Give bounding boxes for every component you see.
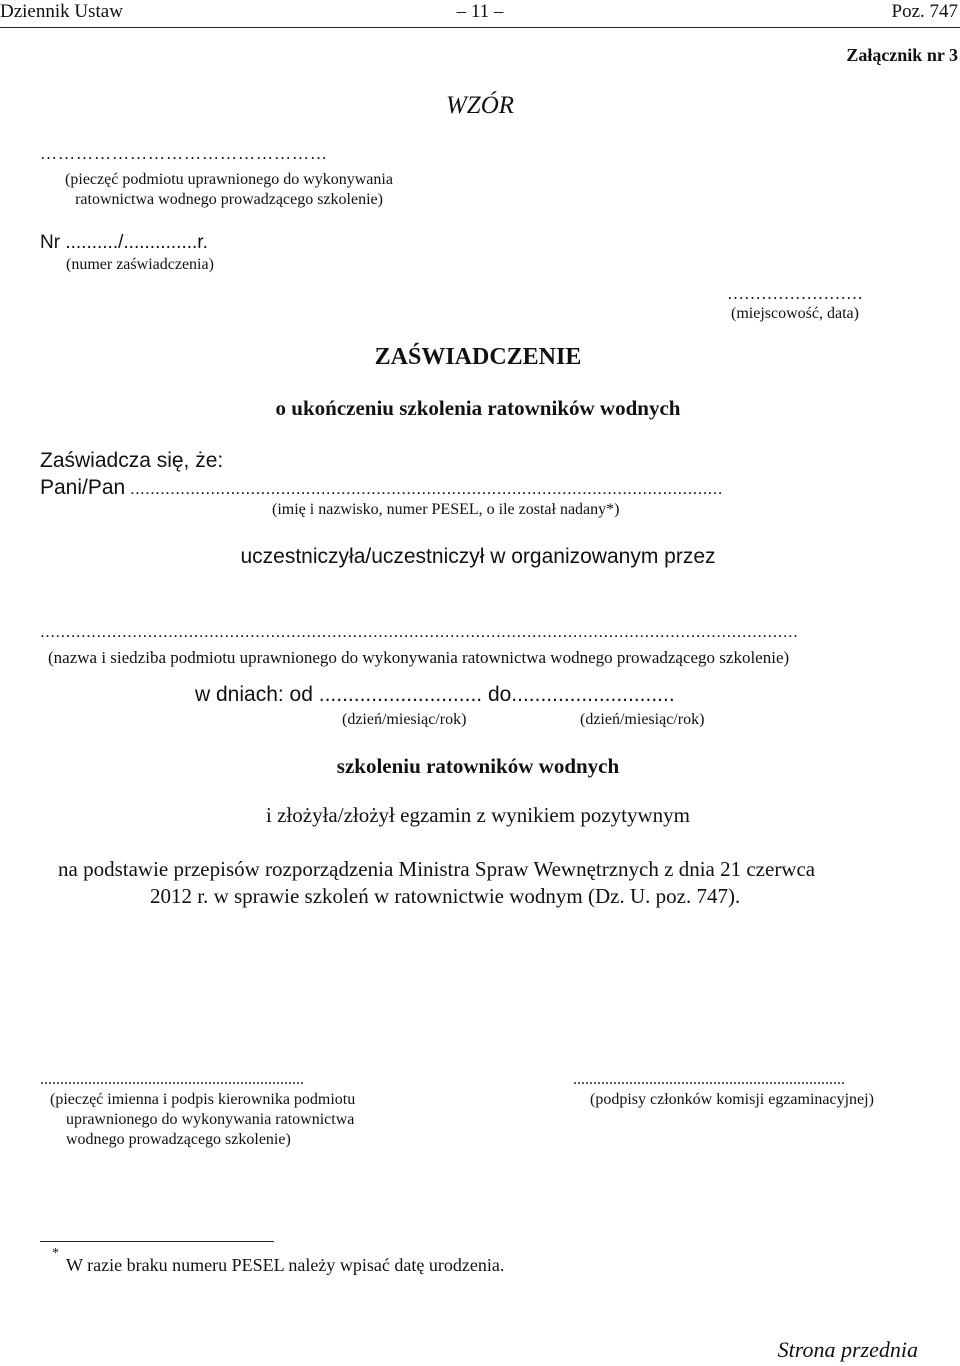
person-label: Pani/Pan <box>40 476 126 499</box>
legal-basis-line-2: 2012 r. w sprawie szkoleń w ratownictwie wodnym (Dz. U. poz. 747). <box>150 884 741 908</box>
signature-left-caption-3: wodnego prowadzącego szkolenie) <box>66 1131 291 1148</box>
page-side-label: Strona przednia <box>777 1337 918 1362</box>
footnote-divider <box>40 1241 274 1242</box>
stamp-dots: ………………………………………… <box>40 144 328 163</box>
person-caption: (imię i nazwisko, numer PESEL, o ile został nadany*) <box>272 501 620 518</box>
template-label: WZÓR <box>445 92 515 119</box>
document-subtitle: o ukończeniu szkolenia ratowników wodnych <box>275 396 681 420</box>
number-caption: (numer zaświadczenia) <box>66 256 214 273</box>
exam-text: i złożyła/złożył egzamin z wynikiem pozytywnym <box>266 803 690 827</box>
training-name: szkoleniu ratowników wodnych <box>336 754 620 778</box>
position-number: Poz. 747 <box>891 1 958 22</box>
place-date-caption: (miejscowość, data) <box>731 305 859 322</box>
certifies-text: Zaświadcza się, że: <box>40 449 224 472</box>
footnote-mark: * <box>52 1246 59 1261</box>
journal-name: Dziennik Ustaw <box>0 1 123 22</box>
organizer-dots: .................................................................................................................................................... <box>40 622 799 641</box>
legal-basis-line-1: na podstawie przepisów rozporządzenia Ministra Spraw Wewnętrznych z dnia 21 czerwca <box>58 857 816 881</box>
page-number: – 11 – <box>456 1 504 22</box>
number-field: Nr ........../..............r. <box>40 232 208 253</box>
place-date-dots: …………………… <box>727 284 863 303</box>
signature-left-caption-2: uprawnionego do wykonywania ratownictwa <box>66 1111 355 1128</box>
person-dots: ...................................................................................................................... <box>130 479 723 498</box>
stamp-caption-2: ratownictwa wodnego prowadzącego szkolenie) <box>75 191 383 208</box>
header-divider <box>0 27 960 28</box>
signature-left-dots: .................................................................. <box>40 1071 304 1088</box>
date-from-caption: (dzień/miesiąc/rok) <box>342 711 467 728</box>
signature-right-dots: .................................................................... <box>573 1071 845 1088</box>
dates-line: w dniach: od ............................ do............................ <box>195 683 675 706</box>
signature-left-caption-1: (pieczęć imienna i podpis kierownika podmiotu <box>50 1091 356 1108</box>
organizer-caption: (nazwa i siedziba podmiotu uprawnionego do wykonywania ratownictwa wodnego prowadzącego szkolenie) <box>48 648 790 667</box>
stamp-caption-1: (pieczęć podmiotu uprawnionego do wykonywania <box>65 171 393 188</box>
document-title: ZAŚWIADCZENIE <box>374 344 582 370</box>
participated-text: uczestniczyła/uczestniczył w organizowanym przez <box>240 545 716 568</box>
footnote-text: W razie braku numeru PESEL należy wpisać datę urodzenia. <box>66 1255 505 1275</box>
signature-right-caption: (podpisy członków komisji egzaminacyjnej) <box>590 1091 874 1108</box>
date-to-caption: (dzień/miesiąc/rok) <box>580 711 705 728</box>
annex-label: Załącznik nr 3 <box>846 45 958 65</box>
